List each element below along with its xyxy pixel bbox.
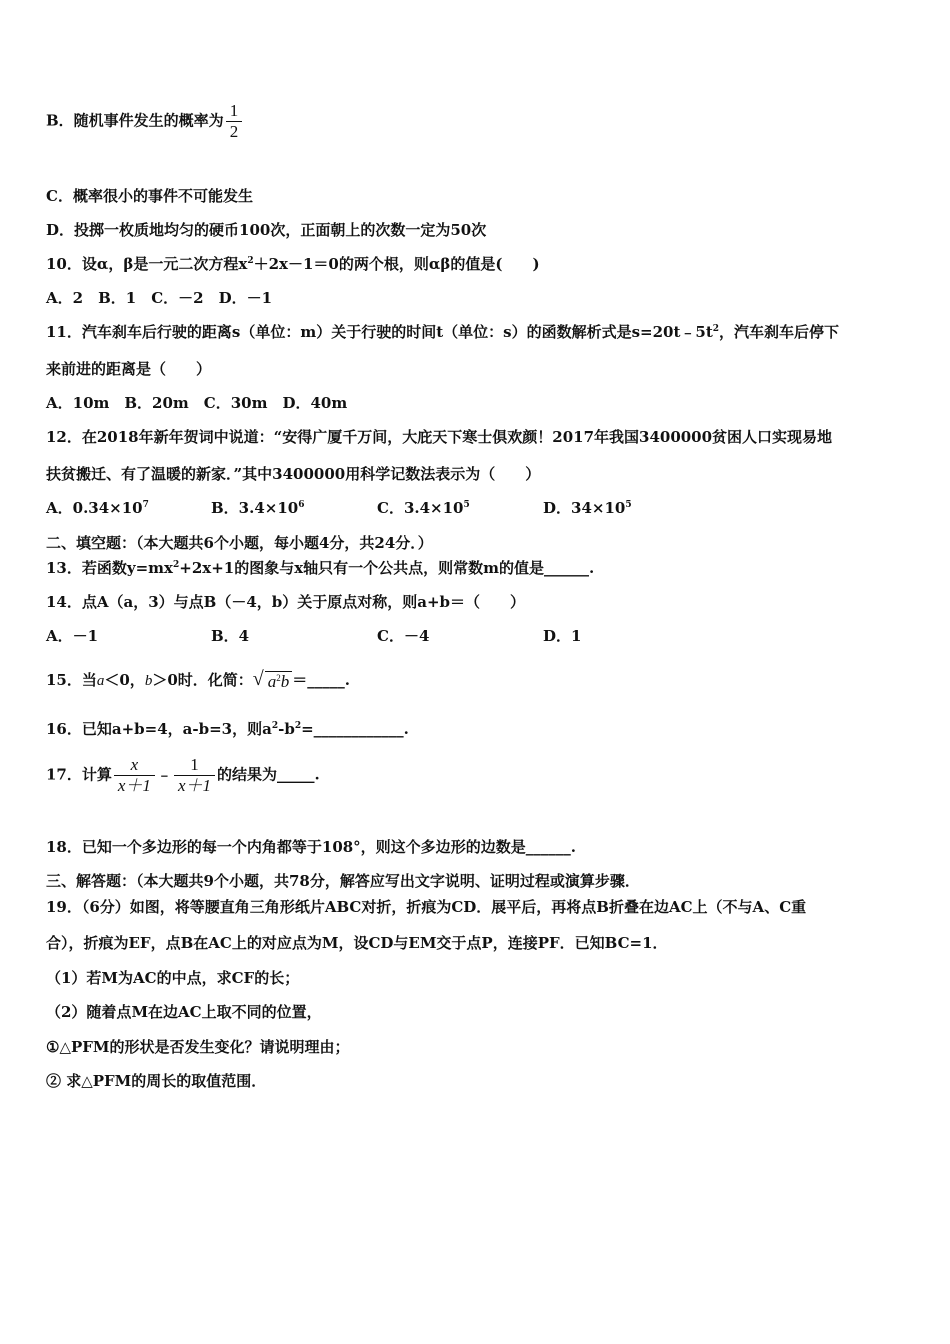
q10-options: A．2 B．1 C．－2 D．－1 [46, 289, 273, 307]
fraction-x-over-x-plus-1: $\frac{x}{x+1}$ [114, 755, 155, 796]
q14-stem: 14．点A（a，3）与点B（－4，b）关于原点对称，则a+b＝（ ） [46, 593, 526, 611]
q9-option-d: D．投掷一枚质地均匀的硬币100次，正面朝上的次数一定为50次 [46, 221, 487, 239]
q12-option-b: B．$3.4\times 10^6$ [211, 499, 305, 517]
q19-stem-line1: 19．（6分）如图，将等腰直角三角形纸片ABC对折，折痕为CD．展平后，再将点B折叠在边AC上（不与A、C重 [46, 898, 807, 916]
q11-stem-line1: 11．汽车刹车后行驶的距离s（单位：m）关于行驶的时间t（单位：s）的函数解析式是$s=20t﹣5t^2$，汽车刹车后停下 [46, 323, 840, 341]
q19-sub-1: ①△PFM的形状是否发生变化？请说明理由； [46, 1038, 350, 1056]
q12-option-d: D．$34\times 10^5$ [543, 499, 632, 517]
q19-part-1: （1）若M为AC的中点，求CF的长； [46, 969, 300, 987]
q11-options: A．10m B．20m C．30m D．40m [46, 394, 348, 412]
square-root-expression: √ $a^2b$ [253, 671, 293, 692]
section-solution-heading: 三、解答题：（本大题共9个小题，共78分，解答应写出文字说明、证明过程或演算步骤． [46, 872, 640, 890]
q14-option-b: B．4 [211, 627, 250, 645]
q9-option-b: B．随机事件发生的概率为 $\frac{1}{2}$ [46, 101, 244, 142]
q19-stem-line2: 合），折痕为EF，点B在AC上的对应点为M，设CD与EM交于点P，连接PF．已知BC=1． [46, 934, 668, 952]
q18-stem: 18．已知一个多边形的每一个内角都等于108°，则这个多边形的边数是______. [46, 838, 576, 856]
q14-options [46, 626, 581, 646]
fraction-1-over-x-plus-1: $\frac{1}{x+1}$ [174, 755, 215, 796]
q12-stem-line2: 扶贫搬迁、有了温暖的新家．”其中3400000用科学记数法表示为（ ） [46, 465, 541, 483]
q19-sub-2: ② 求△PFM的周长的取值范围． [46, 1072, 267, 1090]
q15-stem: 15．当a＜0，b＞0时．化简： √ $a^2b$ ＝_____. [46, 667, 350, 691]
q19-part-2: （2）随着点M在边AC上取不同的位置， [46, 1003, 322, 1021]
section-fill-in-heading: 二、填空题：（本大题共6个小题，每小题4分，共24分．） [46, 534, 433, 552]
q14-option-c: C．－4 [377, 627, 430, 645]
q13-stem: 13．若函数$y=mx^2+2x+1$的图象与x轴只有一个公共点，则常数m的值是______. [46, 559, 595, 577]
q14-option-a: A．－1 [46, 627, 99, 645]
q17-stem: 17．计算 $\frac{x}{x+1}$ ﹣ $\frac{1}{x+1}$ 的结果为_____. [46, 755, 320, 795]
q12-option-c: C．$3.4\times 10^5$ [377, 499, 470, 517]
q14-option-d: D．1 [543, 627, 582, 645]
q9-option-c: C．概率很小的事件不可能发生 [46, 187, 253, 205]
fraction-one-half: $\frac{1}{2}$ [226, 101, 243, 142]
q10-stem: 10．设α，β是一元二次方程$x^2+2x-1=0$的两个根，则αβ的值是( ) [46, 255, 540, 273]
q16-stem: 16．已知a+b=4，a-b=3，则$a^2-b^2=\_\_\_\_\_\_\_\_\_\_\_\_$. [46, 720, 409, 738]
q11-stem-line2: 来前进的距离是（ ） [46, 360, 212, 378]
q12-stem-line1: 12．在2018年新年贺词中说道：“安得广厦千万间，大庇天下寒士俱欢颜！2017年我国3400000贫困人口实现易地 [46, 428, 833, 446]
q12-option-a: A．$0.34\times 10^7$ [46, 499, 149, 517]
q12-options [46, 498, 632, 518]
